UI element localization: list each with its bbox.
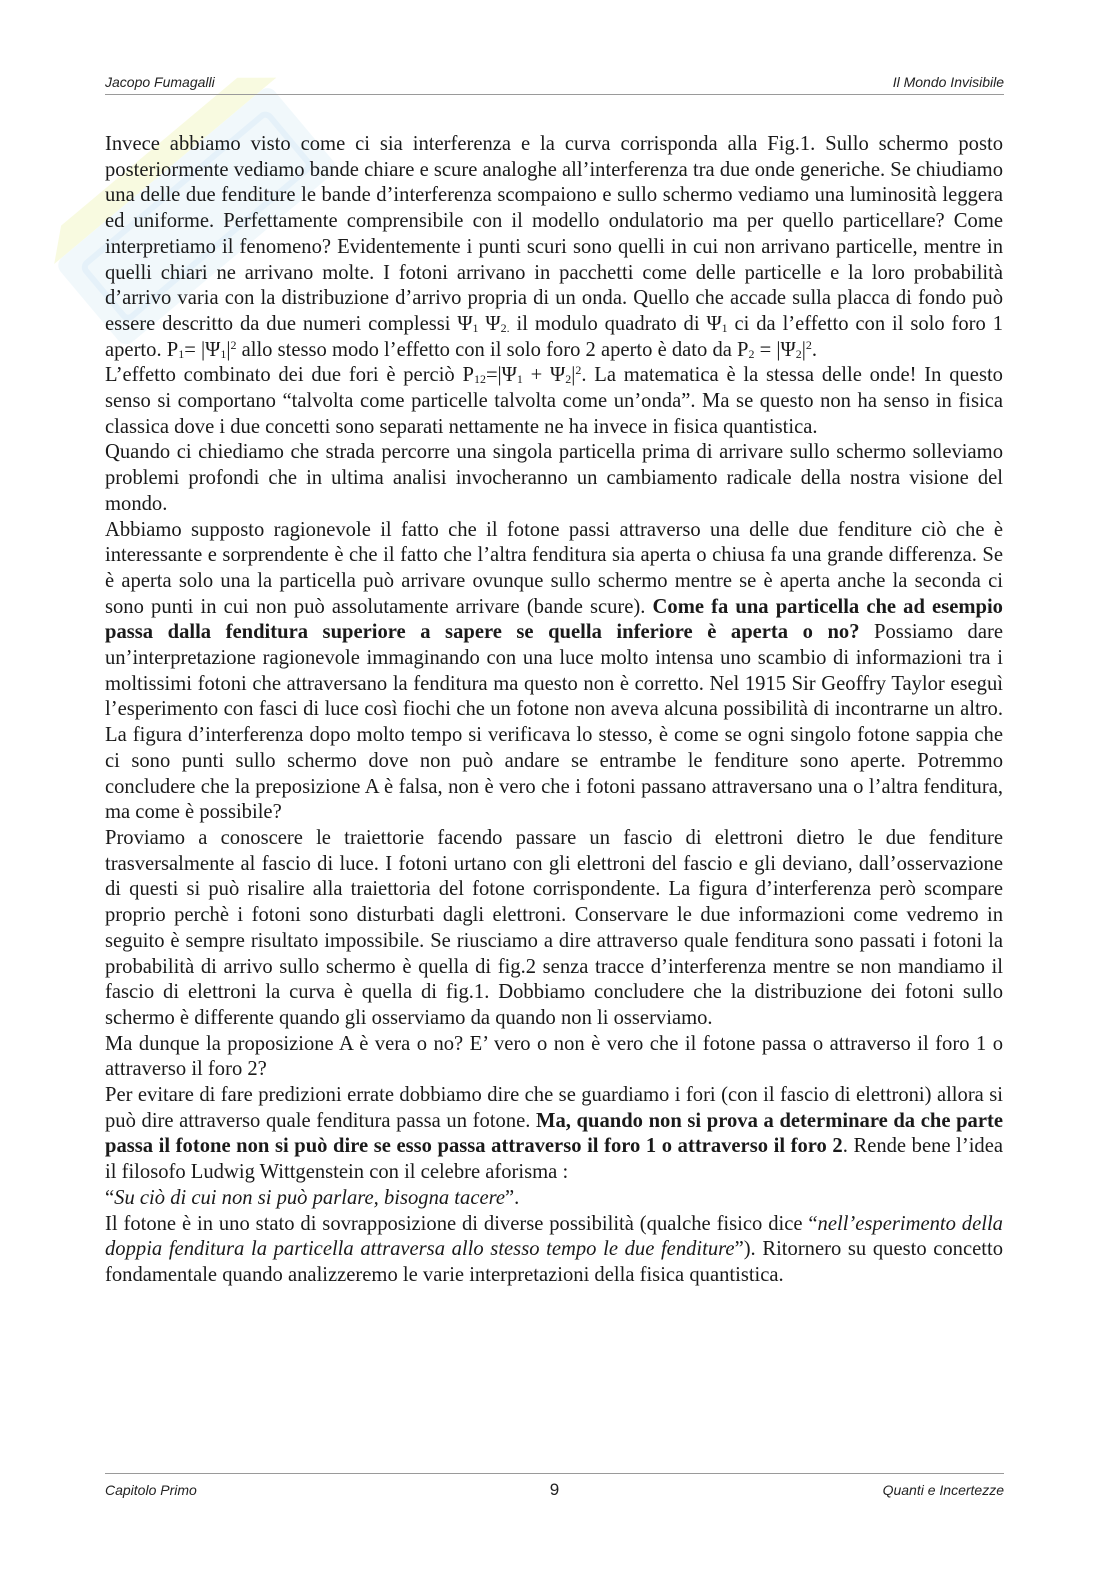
body-text: [105, 132, 1003, 1289]
page-footer: [105, 1473, 1004, 1500]
paragraph-1: Invece abbiamo visto come ci sia interferenza e la curva corrisponda alla Fig.1. Sullo schermo posto posteriormente vediamo bande chiare e scure analoghe all’interferenza tra due onde generiche. Se chiudiamo una delle due fenditure le bande d’interferenza scompaiono e sullo schermo vediamo una luminosità leggera ed uniforme. Perfettamente comprensibile con il modello ondulatorio ma per quello particellare? Come interpretiamo il fenomeno? Evidentemente i punti scuri sono quelli in cui non arrivano particelle, mentre in quelli chiari ne arrivano molte. I fotoni arrivano in pacchetti come delle particelle e la loro probabilità d’arrivo varia con la distribuzione d’arrivo propria di un onda. Quello che accade sulla placca di fondo può essere descritto da due numeri complessi $\Psi_1$ $\Psi_{2.}$ il modulo quadrato di $\Psi_1$ ci da l’effetto con il solo foro 1 aperto. $P_1= |\Psi_1|^2$ allo stesso modo l’effetto con il solo foro 2 aperto è dato da $P_2 = |\Psi_2|^2$.: [105, 133, 1004, 361]
paragraph-4: Abbiamo supposto ragionevole il fatto che il fotone passi attraverso una delle due fenditure ciò che è interessante e sorprendente è che il fatto che l’altra fenditura sia aperta o chiusa fa una grande differenza. Se è aperta solo una la particella può arrivare ovunque sullo schermo mentre se è aperta anche la seconda ci sono punti in cui non può assolutamente arrivare (bande scure). Come fa una particella che ad esempio passa dalla fenditura superiore a sapere se quella inferiore è aperta o no? Possiamo dare un’interpretazione ragionevole immaginando con una luce molto intensa uno scambio di informazioni tra i moltissimi fotoni che attraversano la fenditura ma questo non è corretto. Nel 1915 Sir Geoffry Taylor eseguì l’esperimento con fasci di luce così fiochi che un fotone non aveva alcuna possibilità di incontrarne un altro. La figura d’interferenza dopo molto tempo si verificava lo stesso, è come se ogni singolo fotone sappia che ci sono punti sullo schermo dove non può andare se entrambe le fenditure sono aperte. Potremmo concludere che la preposizione A è falsa, non è vero che i fotoni passano attraversano una o l’altra fenditura, ma come è possibile?: [105, 518, 1003, 824]
paragraph-5: Proviamo a conoscere le traiettorie facendo passare un fascio di elettroni dietro le due fenditure trasversalmente al fascio di luce. I fotoni urtano con gli elettroni del fascio e gli deviano, dall’osservazione di questi si può risalire alla traiettoria del fotone corrispondente. La figura d’interferenza però scompare proprio perchè i fotoni sono disturbati dagli elettroni. Conservare le due informazioni come vedremo in seguito è sempre risultato impossibile. Se riusciamo a dire attraverso quale fenditura sono passati i fotoni la probabilità di arrivo sullo schermo è quella di fig.2 senza tracce d’interferenza mentre se non mandiamo il fascio di elettroni la curva è quella di fig.1. Dobbiamo concludere che la distribuzione dei fotoni sullo schermo è differente quando gli osserviamo da quando non li osserviamo.: [105, 826, 1003, 1029]
paragraph-6: Ma dunque la proposizione A è vera o no? E’ vero o non è vero che il fotone passa o attraverso il foro 1 o attraverso il foro 2?: [105, 1032, 1003, 1081]
paragraph-7: Per evitare di fare predizioni errate dobbiamo dire che se guardiamo i fori (con il fascio di elettroni) allora si può dire attraverso quale fenditura passa un fotone. Ma, quando non si prova a determinare da che parte passa il fotone non si può dire se esso passa attraverso il foro 1 o attraverso il foro 2. Rende bene l’idea il filosofo Ludwig Wittgenstein con il celebre aforisma :: [105, 1084, 1003, 1184]
wittgenstein-quote: “Su ciò di cui non si può parlare, bisogna tacere”.: [105, 1186, 520, 1209]
footer-chapter: Capitolo Primo: [105, 1482, 197, 1498]
paragraph-3: Quando ci chiediamo che strada percorre una singola particella prima di arrivare sullo schermo solleviamo problemi profondi che in ultima analisi invocheranno un cambiamento radicale della nostra visione del mondo.: [105, 441, 1003, 515]
paragraph-9: Il fotone è in uno stato di sovrapposizione di diverse possibilità (qualche fisico dice “nell’esperimento della doppia fenditura la particella attraversa allo stesso tempo le due fenditure”). Ritornero su questo concetto fondamentale quando analizzeremo le varie interpretazioni della fisica quantistica.: [105, 1212, 1004, 1286]
page-number: 9: [549, 1480, 560, 1499]
paragraph-2: L’effetto combinato dei due fori è perciò $P_{12}=|\Psi_1 + \Psi_2|^2$. La matematica è la stessa delle onde! In questo senso si comportano “talvolta come particelle talvolta come un’onda”. Ma se questo non ha senso in fisica classica dove i due concetti sono separati nettamente ne ha invece in fisica quantistica.: [105, 363, 1003, 438]
header-author: Jacopo Fumagalli: [105, 74, 215, 90]
page-header: [105, 74, 1004, 95]
footer-section: Quanti e Incertezze: [882, 1482, 1004, 1498]
header-title: Il Mondo Invisibile: [892, 74, 1004, 90]
